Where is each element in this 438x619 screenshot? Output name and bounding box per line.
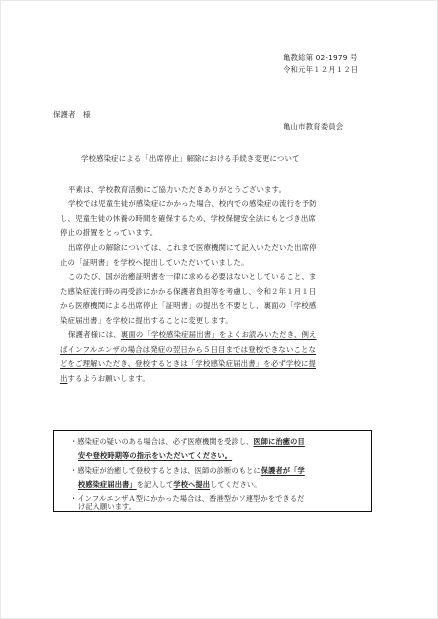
note-emphasis: 校感染症届出書」: [78, 480, 137, 489]
document-number: 亀教総第 02-1979 号: [283, 53, 358, 62]
note-line: [78, 451, 232, 461]
paragraph-line: 学校では児童生徒が感染症にかかった場合、校内での感染症の流行を予防: [68, 199, 317, 208]
note-line: [78, 503, 136, 511]
note-emphasis: 学校へ提出: [173, 480, 211, 489]
notes-box: [53, 430, 372, 512]
paragraph-line: 停止の措置をとっています。: [60, 228, 158, 238]
paragraph-purpose: [60, 197, 390, 241]
request-underlined-text: 裏面の「学校感染症届出書」をよくお読みいただき、例え: [120, 330, 317, 339]
note-text: け記入願います。: [78, 502, 137, 511]
recipient: 保護者 様: [53, 110, 91, 119]
request-underlined-text: 出: [60, 373, 68, 383]
request-underlined-text: どをご理解いただき、登校するときは「学校感染症届出書」を必ず学校に提: [60, 359, 317, 369]
paragraph-line: 止の「証明書」を学校へ提出していただいていました。: [60, 257, 249, 267]
note-text: してください。: [210, 480, 262, 489]
request-underlined-text: ばインフルエンザの場合は発症の翌日から５日目までは登校できないことな: [60, 344, 317, 354]
paragraph-line: 染症届出書」を学校に提出することに変更します。: [60, 315, 233, 325]
note-line: [70, 437, 305, 447]
sender: 亀山市教育委員会: [283, 122, 344, 131]
note-text: ・インフルエンザＡ型にかかった場合は、香港型かソ連型かをできるだ: [70, 494, 305, 503]
document-date: 令和元年１２月１２日: [283, 65, 359, 74]
paragraph-line: [60, 372, 390, 387]
document-title: 学校感染症による「出席停止」解除における手続き変更について: [81, 154, 300, 163]
paragraph-line: 出席停止の解除については、これまで医療機関にて記入いただいた出席停: [68, 243, 317, 252]
request-text: するようお願いします。: [67, 373, 150, 383]
note-emphasis: 医師に治癒の目: [253, 437, 305, 446]
note-text: ・感染症の疑いのある場合は、必ず医療機関を受診し、: [70, 437, 254, 446]
paragraph-greeting: [68, 183, 398, 198]
note-emphasis: 保護者が「学: [260, 466, 305, 475]
note-emphasis: 安や登校時期等の指示をいただいてください。: [78, 451, 233, 460]
paragraph-line: このたび、国が治癒証明書を一律に求める必要はないとしていること、ま: [68, 272, 317, 281]
paragraph-change: [60, 270, 390, 328]
request-text: 保護者様には、: [68, 330, 121, 339]
paragraph-line: [60, 328, 390, 343]
paragraph-request: [60, 328, 390, 386]
paragraph-line: から医療機関による出席停止「証明書」の提出を不要とし、裏面の「学校感: [60, 301, 317, 311]
paragraph-line: た感染症流行時の再受診にかかる保護者負担等を考慮し、令和２年１月１日: [60, 286, 317, 296]
note-text: を記入して: [136, 480, 174, 489]
paragraph-line: 平素は、学校教育活動にご協力いただきありがとうございます。: [68, 185, 287, 194]
note-line: [70, 466, 305, 476]
paragraph-line: し、児童生徒の休養の時間を確保するため、学校保健安全法にもとづき出席: [60, 213, 316, 223]
note-line: [78, 480, 261, 490]
paragraph-previous-procedure: [60, 241, 390, 270]
note-text: ・感染症が治癒して登校するときは、医師の診断のもとに: [70, 466, 261, 475]
